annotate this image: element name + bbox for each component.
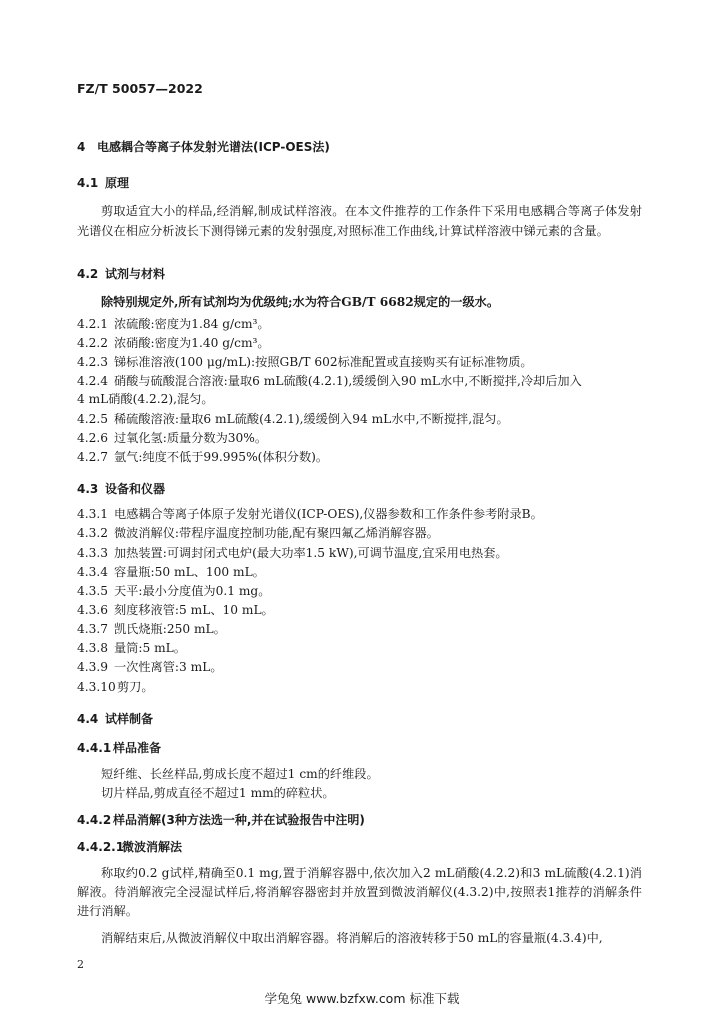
- item-text: 微波消解仪:带程序温度控制功能,配有聚四氟乙烯消解容器。: [114, 526, 439, 540]
- list-item: [77, 316, 270, 332]
- item-text: 天平:最小分度值为0.1 mg。: [114, 584, 271, 598]
- item-continuation: 4 mL硝酸(4.2.2),混匀。: [77, 392, 214, 406]
- section-4-2-heading: [77, 266, 165, 282]
- item-number: 4.3.3: [77, 546, 109, 560]
- section-number: 4: [77, 140, 86, 154]
- list-item: [77, 621, 226, 637]
- item-text: 量筒:5 mL。: [114, 641, 186, 655]
- reagents-intro: 除特别规定外,所有试剂均为优级纯;水为符合GB/T 6682规定的一级水。: [101, 295, 500, 309]
- list-item: [77, 659, 223, 675]
- item-number: 4.2.3: [77, 355, 109, 369]
- standard-code: FZ/T 50057—2022: [77, 81, 203, 96]
- item-text: 剪刀。: [117, 680, 154, 694]
- item-number: 4.3.9: [77, 660, 109, 674]
- item-text: 硝酸与硫酸混合溶液:量取6 mL硫酸(4.2.1),缓缓倒入90 mL水中,不断搅拌,冷却后加入: [114, 374, 582, 388]
- section-title: 试剂与材料: [105, 267, 166, 281]
- section-4-3-heading: [77, 481, 165, 497]
- list-item: [77, 583, 270, 599]
- item-text: 电感耦合等离子体原子发射光谱仪(ICP-OES),仪器参数和工作条件参考附录B。: [114, 507, 543, 521]
- section-number: 4.4.1: [77, 741, 112, 755]
- section-number: 4.3: [77, 482, 99, 496]
- list-item: [77, 430, 267, 446]
- item-number: 4.2.2: [77, 336, 109, 350]
- section-4-4-1-heading: [77, 740, 161, 756]
- item-number: 4.3.4: [77, 565, 109, 579]
- item-text: 一次性离管:3 mL。: [114, 660, 223, 674]
- page-number: 2: [77, 958, 84, 971]
- sample-prep-line: 短纤维、长丝样品,剪成长度不超过1 cm的纤维段。: [101, 767, 379, 781]
- item-text: 过氧化氢:质量分数为30%。: [114, 431, 268, 445]
- section-title: 样品消解(3种方法选一种,并在试验报告中注明): [113, 813, 365, 827]
- sample-prep-line: 切片样品,剪成直径不超过1 mm的碎粒状。: [101, 786, 335, 800]
- item-number: 4.3.10: [77, 680, 116, 694]
- item-number: 4.3.5: [77, 584, 109, 598]
- item-text: 浓硫酸:密度为1.84 g/cm³。: [114, 317, 270, 331]
- item-number: 4.3.6: [77, 603, 109, 617]
- item-text: 刻度移液管:5 mL、10 mL。: [114, 603, 274, 617]
- section-title: 试样制备: [105, 712, 154, 726]
- section-number: 4.4.2.1: [77, 840, 125, 854]
- section-number: 4.4.2: [77, 813, 112, 827]
- item-text: 凯氏烧瓶:250 mL。: [114, 622, 226, 636]
- section-number: 4.2: [77, 267, 99, 281]
- item-text: 容量瓶:50 mL、100 mL。: [114, 565, 265, 579]
- item-number: 4.3.7: [77, 622, 109, 636]
- item-number: 4.3.8: [77, 641, 109, 655]
- item-text: 锑标准溶液(100 μg/mL):按照GB/T 602标准配置或直接购买有证标准物质。: [114, 355, 533, 369]
- list-item: [77, 449, 328, 465]
- section-4-4-heading: [77, 711, 153, 727]
- section-title: 原理: [105, 176, 130, 190]
- item-number: 4.2.4: [77, 374, 109, 388]
- footer-watermark: 学兔兔 www.bzfxw.com 标准下载: [264, 991, 460, 1006]
- item-text: 浓硝酸:密度为1.40 g/cm³。: [114, 336, 270, 350]
- list-item: [77, 602, 274, 618]
- list-item: [77, 373, 582, 389]
- list-item: [77, 545, 508, 561]
- section-title: 设备和仪器: [105, 482, 166, 496]
- list-item: [77, 335, 270, 351]
- section-number: 4.4: [77, 712, 99, 726]
- list-item: [77, 525, 439, 541]
- item-text: 氩气:纯度不低于99.995%(体积分数)。: [114, 450, 329, 464]
- list-item: [77, 354, 533, 370]
- section-title: 样品准备: [113, 741, 162, 755]
- list-item: [77, 564, 265, 580]
- principle-paragraph: 剪取适宜大小的样品,经消解,制成试样溶液。在本文件推荐的工作条件下采用电感耦合等离子体发射光谱仪在相应分析波长下测得锑元素的发射强度,对照标准工作曲线,计算试样溶液中锑元素的含量。: [77, 204, 642, 238]
- list-item: [77, 411, 509, 427]
- section-4-heading: [77, 139, 330, 155]
- item-number: 4.2.7: [77, 450, 109, 464]
- list-item: [77, 679, 154, 695]
- section-4-4-2-1-heading: [77, 839, 182, 855]
- section-title: 电感耦合等离子体发射光谱法(ICP-OES法): [97, 140, 330, 154]
- item-text: 稀硫酸溶液:量取6 mL硫酸(4.2.1),缓缓倒入94 mL水中,不断搅拌,混匀。: [114, 412, 509, 426]
- section-title: 微波消解法: [122, 840, 183, 854]
- microwave-digestion-paragraph-2: 消解结束后,从微波消解仪中取出消解容器。将消解后的溶液转移于50 mL的容量瓶(4.3.4)中,: [101, 931, 603, 945]
- item-number: 4.2.5: [77, 412, 109, 426]
- list-item: [77, 506, 543, 522]
- item-number: 4.2.1: [77, 317, 109, 331]
- section-number: 4.1: [77, 176, 99, 190]
- item-number: 4.3.2: [77, 526, 109, 540]
- section-4-4-2-heading: [77, 812, 365, 828]
- item-number: 4.3.1: [77, 507, 109, 521]
- item-number: 4.2.6: [77, 431, 109, 445]
- item-text: 加热装置:可调封闭式电炉(最大功率1.5 kW),可调节温度,宜采用电热套。: [114, 546, 508, 560]
- section-4-1-heading: [77, 175, 129, 191]
- list-item: [77, 640, 186, 656]
- microwave-digestion-paragraph: 称取约0.2 g试样,精确至0.1 mg,置于消解容器中,依次加入2 mL硝酸(4.2.2)和3 mL硫酸(4.2.1)消解液。待消解液完全浸湿试样后,将消解容器密封并放置到微波消解仪(4.3.2)中,按照表1推荐的消解条件进行消解。: [77, 866, 642, 918]
